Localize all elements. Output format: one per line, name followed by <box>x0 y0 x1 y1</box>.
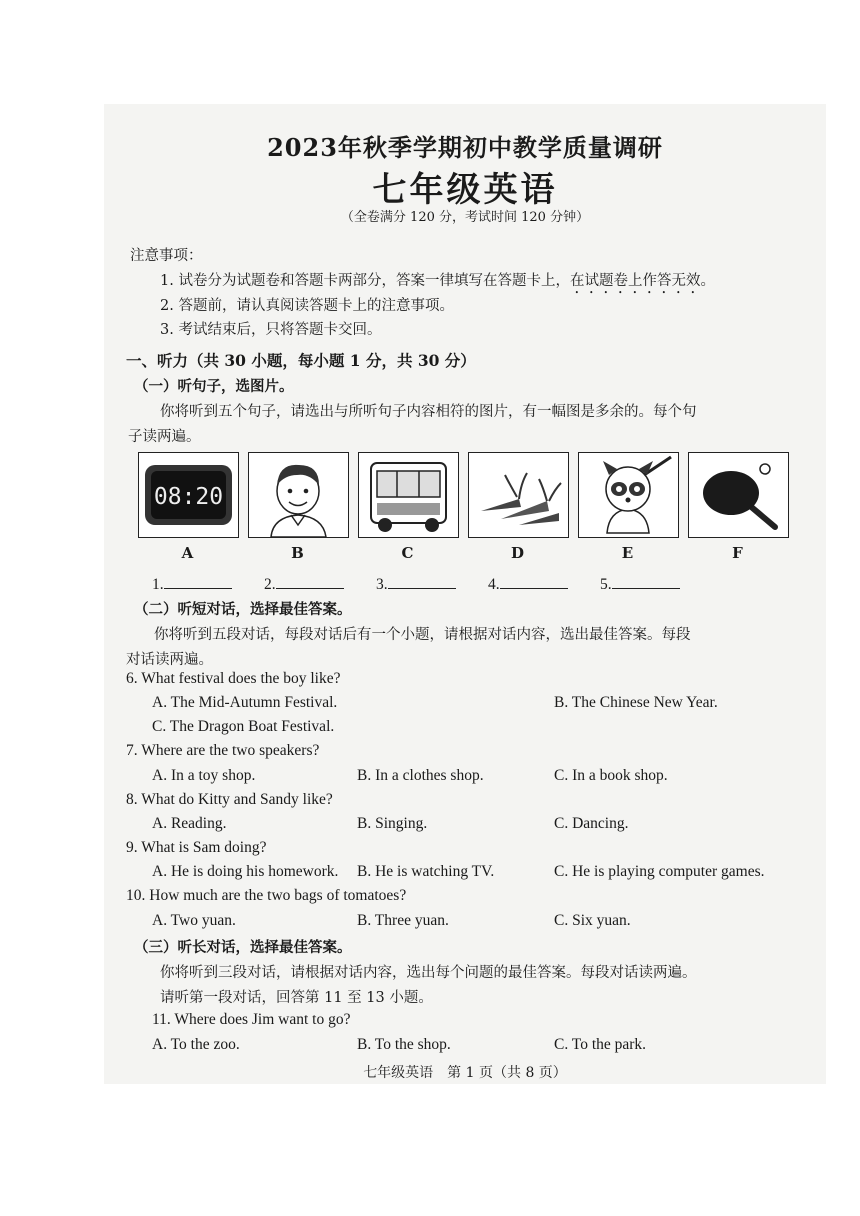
page-footer: 七年级英语 第 1 页（共 8 页） <box>363 1065 567 1081</box>
picture-d <box>468 452 569 538</box>
part2-instruction-cont: 对话读两遍。 <box>126 652 213 668</box>
answer-blank-4[interactable]: 4. <box>488 574 568 594</box>
question-10-option-b[interactable]: B. Three yuan. <box>357 912 449 929</box>
part3-heading: （三）听长对话，选择最佳答案。 <box>134 939 352 956</box>
answer-blank-1[interactable]: 1. <box>152 574 232 594</box>
question-11: 11. Where does Jim want to go? <box>152 1011 351 1028</box>
picture-c <box>358 452 459 538</box>
question-6-option-b[interactable]: B. The Chinese New Year. <box>554 694 718 711</box>
cartoon-raccoon-icon <box>579 453 678 537</box>
picture-a <box>138 452 239 538</box>
notice-item-1: 1. 试卷分为试题卷和答题卡两部分，答案一律填写在答题卡上，在试题卷上作答无效。 <box>160 273 715 289</box>
part3-instruction-cont: 请听第一段对话，回答第 11 至 13 小题。 <box>160 990 433 1006</box>
question-11-option-b[interactable]: B. To the shop. <box>357 1036 451 1053</box>
picture-a-label: A <box>181 544 194 562</box>
question-9: 9. What is Sam doing? <box>126 839 267 856</box>
question-10-option-c[interactable]: C. Six yuan. <box>554 912 631 929</box>
answer-blank-2[interactable]: 2. <box>264 574 344 594</box>
carrots-icon <box>469 453 568 537</box>
notice-item-2: 2. 答题前，请认真阅读答题卡上的注意事项。 <box>160 298 454 314</box>
notice-heading: 注意事项： <box>130 248 203 264</box>
question-7-option-c[interactable]: C. In a book shop. <box>554 767 668 784</box>
answer-blank-3[interactable]: 3. <box>376 574 456 594</box>
picture-c-label: C <box>401 544 414 562</box>
question-11-option-c[interactable]: C. To the park. <box>554 1036 647 1053</box>
part1-heading: （一）听句子，选图片。 <box>134 378 294 395</box>
part1-instruction-cont: 子读两遍。 <box>128 429 201 445</box>
picture-f <box>688 452 789 538</box>
question-10: 10. How much are the two bags of tomatoes? <box>126 887 407 904</box>
question-11-option-a[interactable]: A. To the zoo. <box>152 1036 240 1053</box>
question-7: 7. Where are the two speakers? <box>126 742 320 759</box>
question-6-option-a[interactable]: A. The Mid-Autumn Festival. <box>152 694 338 711</box>
part2-heading: （二）听短对话，选择最佳答案。 <box>134 601 352 618</box>
bus-icon <box>359 453 458 537</box>
part3-instruction: 你将听到三段对话，请根据对话内容，选出每个问题的最佳答案。每段对话读两遍。 <box>160 965 697 981</box>
question-9-option-c[interactable]: C. He is playing computer games. <box>554 863 765 880</box>
question-9-option-b[interactable]: B. He is watching TV. <box>357 863 495 880</box>
part2-instruction: 你将听到五段对话，每段对话后有一个小题，请根据对话内容，选出最佳答案。每段 <box>154 627 691 643</box>
question-8: 8. What do Kitty and Sandy like? <box>126 791 333 808</box>
digital-clock-icon <box>139 453 238 537</box>
picture-b-label: B <box>291 544 304 562</box>
picture-f-label: F <box>732 544 743 562</box>
part1-instruction: 你将听到五个句子，请选出与所听句子内容相符的图片，有一幅图是多余的。每个句 <box>160 404 697 420</box>
boy-icon <box>249 453 348 537</box>
picture-d-label: D <box>510 544 524 562</box>
question-7-option-a[interactable]: A. In a toy shop. <box>152 767 256 784</box>
question-6-option-c[interactable]: C. The Dragon Boat Festival. <box>152 718 335 735</box>
picture-e-label: E <box>621 544 634 562</box>
exam-score-note: （全卷满分 120 分，考试时间 120 分钟） <box>340 210 590 225</box>
section1-heading: 一、听力（共 30 小题，每小题 1 分，共 30 分） <box>126 351 476 370</box>
ping-pong-paddle-icon <box>689 453 788 537</box>
exam-subject: 七年级英语 <box>372 170 558 210</box>
question-7-option-b[interactable]: B. In a clothes shop. <box>357 767 484 784</box>
picture-e <box>578 452 679 538</box>
clock-display: 08:20 <box>153 484 224 510</box>
notice-item-3: 3. 考试结束后，只将答题卡交回。 <box>160 322 382 338</box>
question-8-option-c[interactable]: C. Dancing. <box>554 815 629 832</box>
question-8-option-a[interactable]: A. Reading. <box>152 815 227 832</box>
exam-page <box>104 104 826 1084</box>
exam-title: 2023年秋季学期初中教学质量调研 <box>267 133 663 162</box>
question-10-option-a[interactable]: A. Two yuan. <box>152 912 236 929</box>
question-9-option-a[interactable]: A. He is doing his homework. <box>152 863 339 880</box>
question-8-option-b[interactable]: B. Singing. <box>357 815 428 832</box>
picture-b <box>248 452 349 538</box>
answer-blank-5[interactable]: 5. <box>600 574 680 594</box>
question-6: 6. What festival does the boy like? <box>126 670 341 687</box>
